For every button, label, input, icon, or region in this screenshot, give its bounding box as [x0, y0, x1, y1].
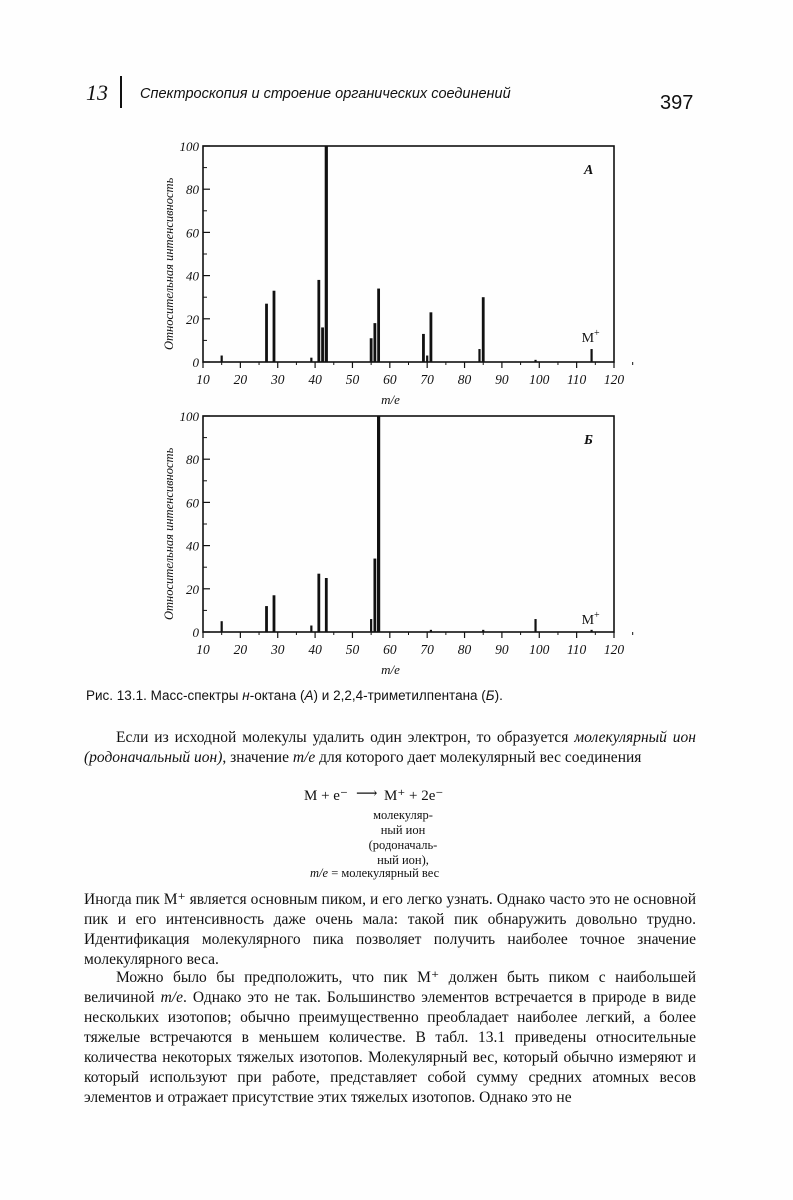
caption-text-2: -октана ( — [249, 688, 305, 703]
x-tick-label: 10 — [196, 372, 210, 387]
para3-em-1: m/e — [160, 989, 183, 1006]
para1-em-1: молекулярный ион (родоначальный ион) — [84, 729, 696, 766]
spectrum-bar — [325, 146, 328, 362]
spectrum-bar — [590, 349, 592, 362]
equation-annotation-line: (родоначаль- — [368, 838, 438, 852]
molecular-ion-annotation — [582, 610, 600, 628]
y-tick-label: 20 — [186, 581, 199, 597]
paragraph-2: Иногда пик M⁺ является основным пиком, и его легко узнать. Однако часто это не основной пик и его интенсивность даже очень мала: такой пик обнаружить довольно трудно. Идентификация молекулярного пика позволяет получить наиболее точное значение молекулярного веса. — [84, 891, 696, 968]
spectrum-bar — [373, 559, 376, 632]
chart-b-ylabel: Относительная интенсивность — [162, 447, 176, 620]
x-tick-label: 20 — [233, 372, 248, 387]
equation-left: M + e⁻ — [304, 788, 348, 804]
x-tick-label: 20 — [233, 642, 248, 657]
spectrum-bar — [482, 297, 485, 362]
chart-a-ylabel: Относительная интенсивность — [162, 177, 176, 350]
plot-frame — [203, 146, 614, 362]
x-tick-label: 110 — [567, 372, 587, 387]
y-tick-label: 40 — [186, 538, 199, 554]
x-tick-label: 90 — [495, 642, 509, 657]
spectrum-bar — [317, 280, 320, 362]
para3-text-1: Можно было бы предположить, что пик M⁺ должен быть пиком с наибольшей величиной — [84, 969, 696, 1006]
annotation-text: M — [581, 331, 595, 346]
equation-annotation — [360, 808, 446, 868]
spectrum-bar — [534, 360, 536, 362]
chart-b — [0, 400, 793, 690]
page-number: 397 — [660, 92, 694, 114]
x-tick-label: 70 — [420, 372, 434, 387]
y-tick-label: 100 — [179, 139, 199, 154]
equation-annotation-line: молекуляр- — [373, 808, 433, 822]
equation-annotation-line: ный ион — [380, 823, 426, 837]
x-tick-label: 100 — [529, 372, 550, 387]
x-tick-label: 120 — [603, 372, 625, 387]
x-axis-label: m/e — [381, 662, 400, 677]
para1-text-2: , значение — [222, 749, 293, 766]
chart-a — [0, 130, 793, 420]
spectrum-bar — [370, 619, 372, 632]
equation-mass — [310, 866, 500, 881]
annotation-superscript: + — [594, 610, 600, 621]
molecular-ion-annotation — [582, 328, 600, 346]
figure-caption — [86, 688, 503, 703]
caption-em-n: н — [242, 688, 250, 703]
spectrum-bar — [310, 626, 312, 632]
para1-em-2: m/e — [292, 749, 316, 766]
x-tick-label: 50 — [345, 372, 360, 387]
x-tick-label: 40 — [308, 372, 322, 387]
paragraph-1 — [84, 728, 696, 768]
spectrum-bar — [373, 323, 376, 362]
caption-text-3: ) и 2,2,4-триметилпентана ( — [313, 688, 486, 703]
x-tick-label: 30 — [270, 642, 285, 657]
spectrum-bar — [321, 327, 324, 362]
spectrum-bar — [221, 356, 223, 362]
header-divider — [120, 76, 122, 108]
para1-text-1: Если из исходной молекулы удалить один электрон, то образуется — [116, 729, 575, 746]
x-axis-label: m/e — [381, 392, 400, 407]
spectrum-bar — [430, 630, 432, 632]
y-tick-label: 20 — [186, 311, 199, 327]
x-tick-label: 30 — [270, 372, 285, 387]
spectrum-bar — [265, 606, 268, 632]
spectrum-bar — [370, 338, 373, 362]
x-tick-label: 50 — [345, 642, 360, 657]
spectrum-bar — [590, 630, 592, 632]
spectrum-bar — [273, 595, 276, 632]
y-tick-label: 100 — [179, 409, 199, 424]
plot-frame — [203, 416, 614, 632]
spectrum-bar — [377, 416, 380, 632]
caption-lead: Рис. 13.1. — [86, 688, 147, 703]
chapter-number: 13 — [86, 80, 108, 105]
panel-label: Б — [584, 433, 593, 448]
chapter-title: Спектроскопия и строение органических соединений — [140, 86, 511, 102]
annotation-text: M — [581, 613, 595, 628]
x-tick-label: 110 — [567, 642, 587, 657]
spectrum-bar — [426, 356, 428, 362]
spectrum-bar — [325, 578, 328, 632]
equation-right: M⁺ + 2e⁻ — [384, 788, 444, 804]
equation-mass-text: = молекулярный вес — [328, 866, 440, 880]
spectrum-bar — [430, 312, 433, 362]
caption-text-4: ). — [494, 688, 503, 703]
caption-em-b: Б — [485, 688, 495, 703]
y-tick-label: 40 — [186, 268, 199, 284]
x-tick-label: 90 — [495, 372, 509, 387]
spectrum-bar — [377, 289, 380, 362]
y-tick-label: 60 — [186, 225, 199, 241]
spectrum-bar — [422, 334, 425, 362]
spectrum-bar — [317, 574, 320, 632]
equation-arrow: ⟶ — [356, 786, 378, 802]
spectrum-bar — [310, 358, 312, 362]
annotation-superscript: + — [594, 328, 600, 339]
x-tick-label: 60 — [383, 642, 397, 657]
caption-text-1: Масс-спектры — [146, 688, 243, 703]
x-tick-label: 60 — [383, 372, 397, 387]
y-tick-label: 0 — [192, 625, 199, 640]
x-tick-label: 70 — [420, 642, 434, 657]
spectrum-bar — [482, 630, 484, 632]
spectrum-bar — [265, 304, 268, 362]
paragraph-3 — [84, 968, 696, 1108]
para1-text-3: для которого дает молекулярный вес соединения — [315, 749, 642, 766]
x-tick-label: 100 — [529, 642, 550, 657]
y-tick-label: 60 — [186, 495, 199, 511]
y-tick-label: 80 — [186, 182, 199, 198]
y-tick-label: 0 — [192, 355, 199, 370]
spectrum-bar — [478, 349, 480, 362]
x-tick-label: 80 — [457, 372, 472, 387]
caption-em-a: А — [304, 688, 314, 703]
equation-annotation-line: ный ион), — [377, 853, 429, 867]
panel-label: А — [584, 163, 594, 178]
x-tick-label: 80 — [457, 642, 472, 657]
equation-mass-label: m/e — [310, 866, 329, 880]
x-tick-label: 40 — [308, 642, 322, 657]
spectrum-bar — [273, 291, 276, 362]
x-tick-label: 10 — [196, 642, 210, 657]
para3-text-2: . Однако это не так. Большинство элементов встречается в природе в виде нескольких изотопов; обычно преимущественно преобладает наиболее легкий, а более тяжелые встречаются в меньшем количестве. В табл. 13.1 приведены относительные количества некоторых тяжелых изотопов. Молекулярный вес, который обычно измеряют и который используют при работе, представляет собой сумму средних атомных весов элементов и отражает присутствие этих тяжелых изотопов. Однако это не — [84, 989, 696, 1106]
spectrum-bar — [534, 619, 536, 632]
spectrum-bar — [221, 621, 223, 632]
x-tick-label: 120 — [603, 642, 625, 657]
y-tick-label: 80 — [186, 452, 199, 468]
